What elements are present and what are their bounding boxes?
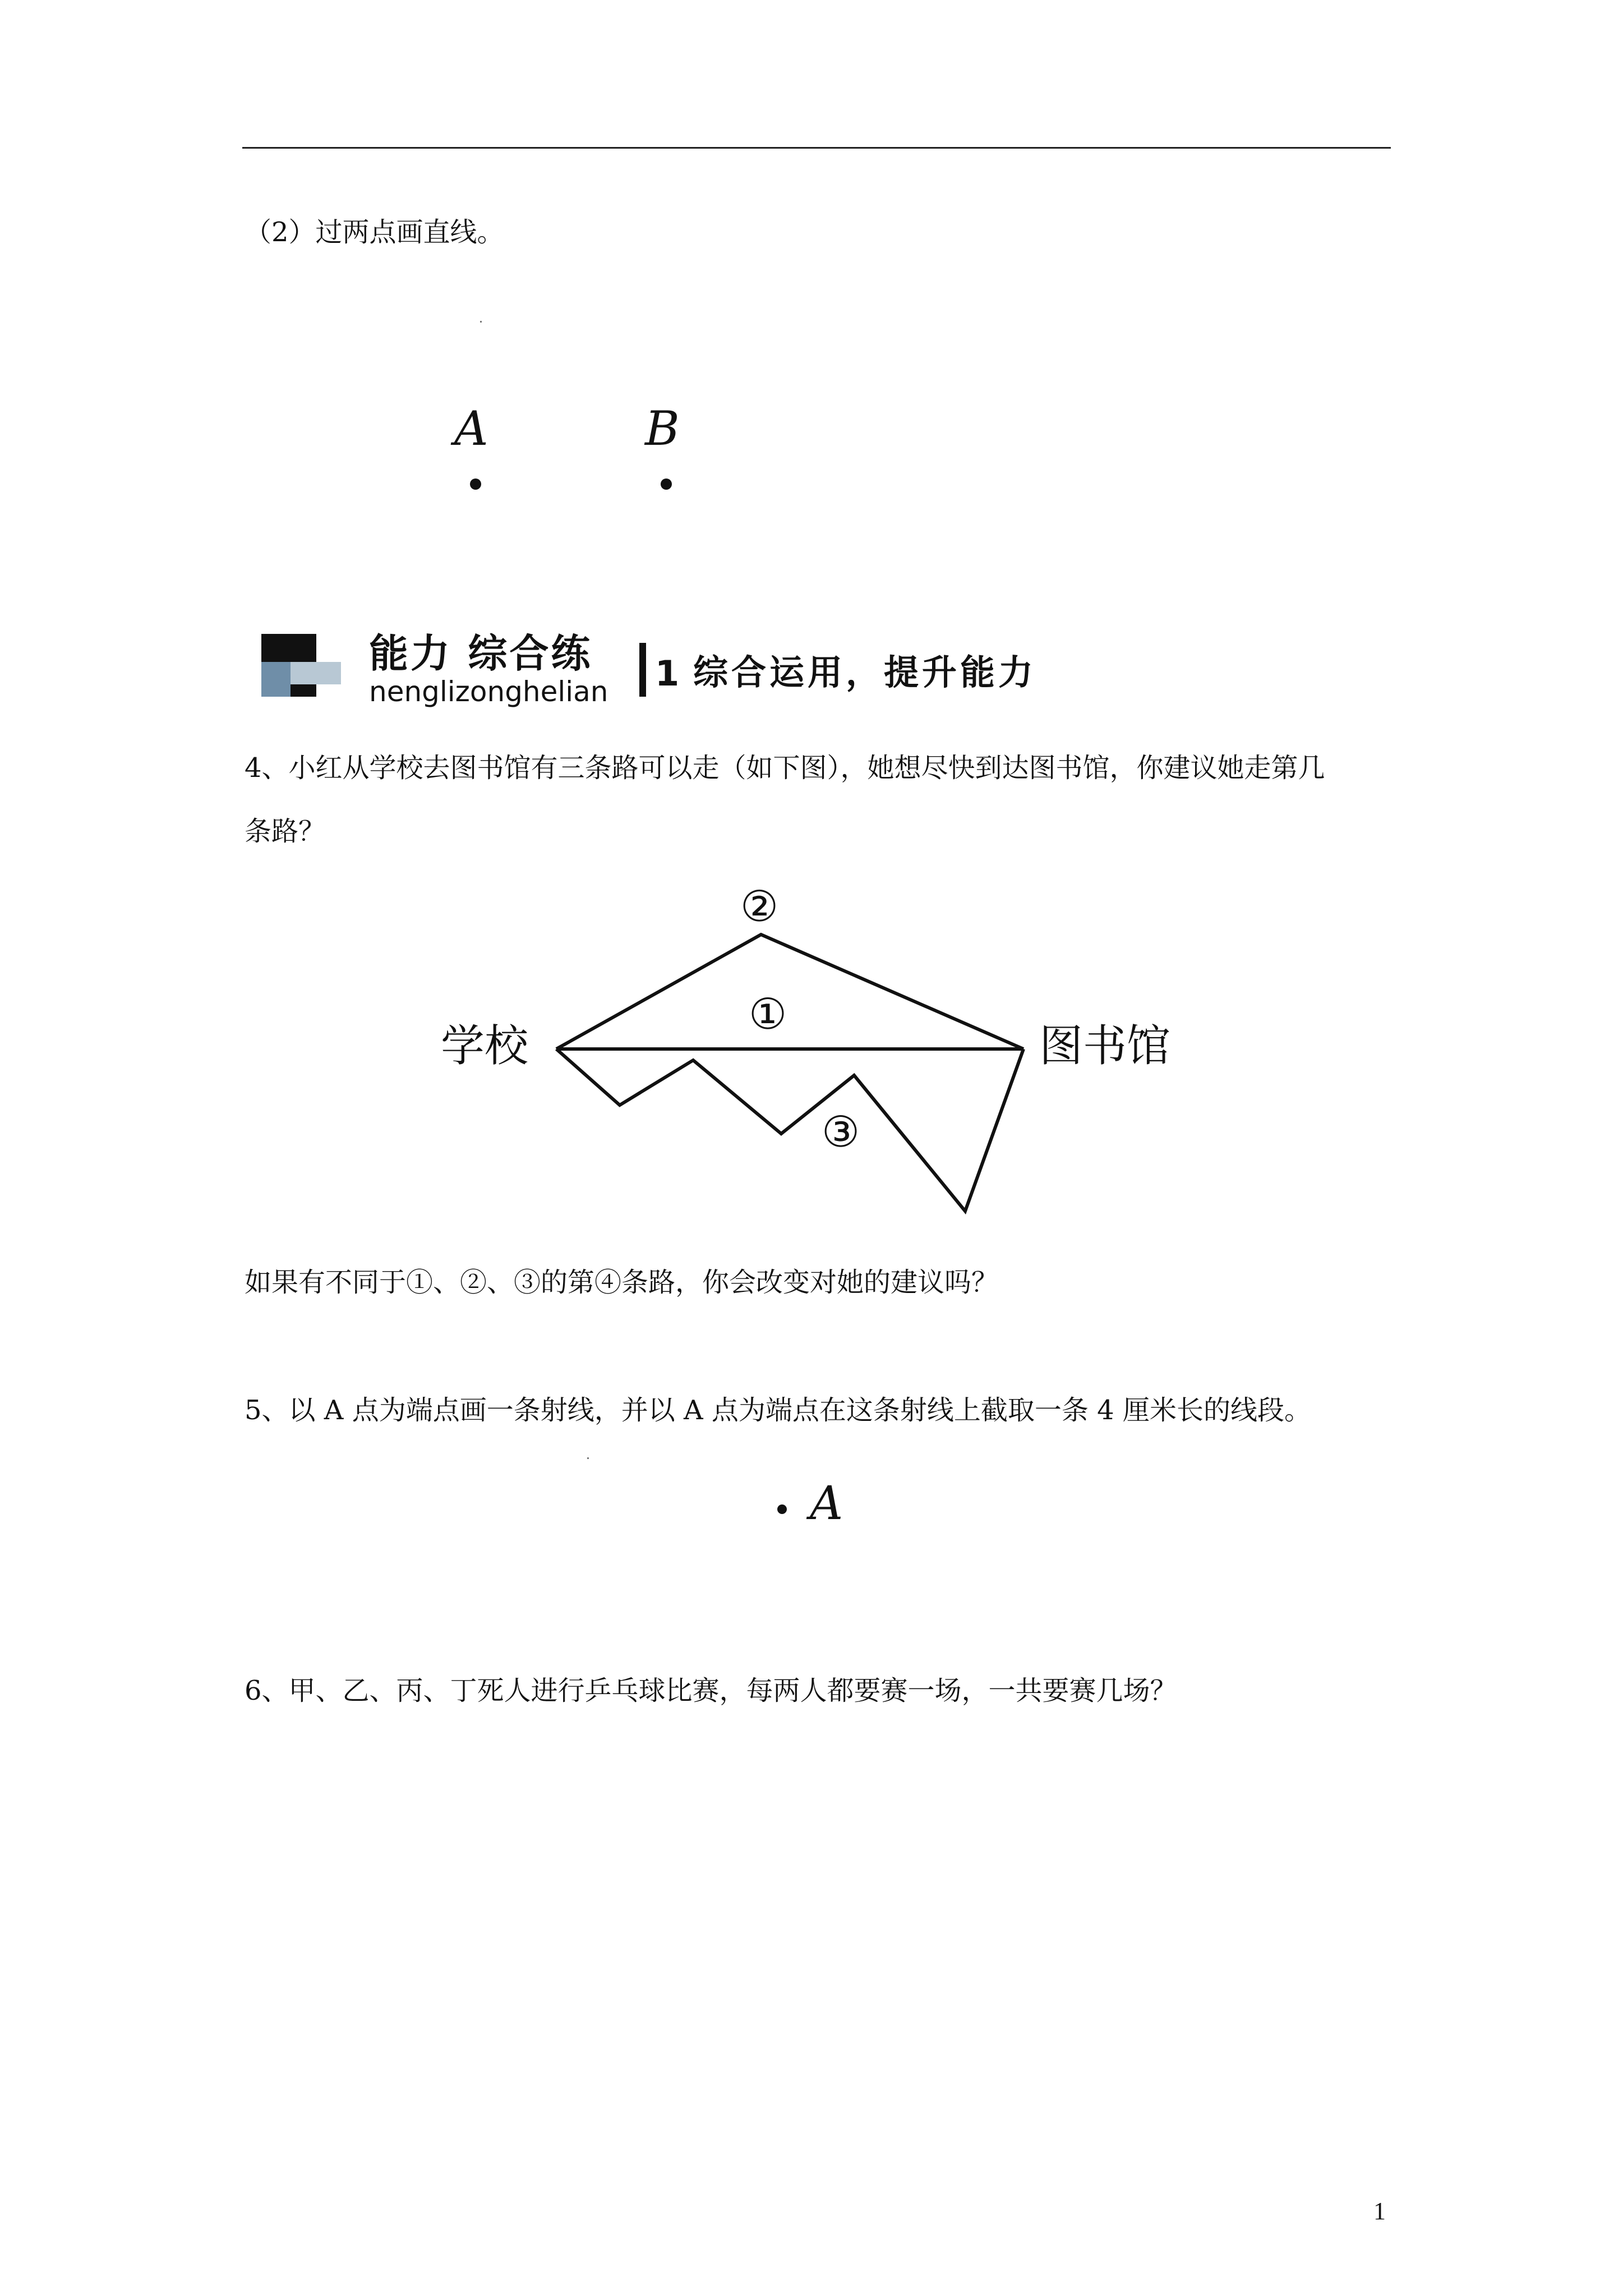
section-banner bbox=[261, 629, 1058, 708]
route-3-label: ③ bbox=[822, 1107, 860, 1157]
route-1-label: ① bbox=[749, 989, 787, 1039]
banner-title: 能力 综合练 bbox=[369, 631, 593, 677]
question-6: 6、甲、乙、丙、丁死人进行乒乓球比赛，每两人都要赛一场，一共要赛几场？ bbox=[245, 1675, 1177, 1706]
point-a-ray-label: A bbox=[810, 1477, 843, 1530]
banner-badge: 1 bbox=[655, 653, 683, 694]
question-4-followup: 如果有不同于①、②、③的第④条路，你会改变对她的建议吗？ bbox=[245, 1267, 999, 1298]
stray-mark bbox=[480, 321, 482, 323]
question-3-part-2: （2）过两点画直线。 bbox=[245, 217, 504, 248]
question-4-line-1: 4、小红从学校去图书馆有三条路可以走（如下图），她想尽快到达图书馆，你建议她走第几 bbox=[245, 752, 1325, 784]
point-a-dot bbox=[470, 478, 481, 490]
page-number: 1 bbox=[1373, 2197, 1386, 2225]
start-label-school: 学校 bbox=[441, 1021, 529, 1071]
point-a-ray-dot bbox=[777, 1504, 787, 1514]
header-rule bbox=[242, 147, 1391, 149]
route-diagram bbox=[426, 875, 1200, 1234]
banner-pinyin: nenglizonghelian bbox=[369, 675, 608, 708]
question-5: 5、以 A 点为端点画一条射线，并以 A 点为端点在这条射线上截取一条 4 厘米长的线段。 bbox=[245, 1395, 1311, 1426]
stray-mark-2 bbox=[587, 1457, 589, 1459]
banner-divider bbox=[639, 643, 646, 697]
point-b-dot bbox=[661, 478, 672, 490]
point-a-label: A bbox=[454, 401, 488, 456]
route-3-line bbox=[556, 1049, 1023, 1211]
point-b-label: B bbox=[645, 401, 680, 456]
banner-slogan: 综合运用，提升能力 bbox=[693, 652, 1037, 693]
question-4-line-2: 条路？ bbox=[245, 816, 326, 847]
end-label-library: 图书馆 bbox=[1039, 1021, 1171, 1071]
route-2-line bbox=[556, 935, 1023, 1049]
banner-logo-icon bbox=[261, 629, 345, 702]
route-2-label: ② bbox=[740, 881, 779, 931]
